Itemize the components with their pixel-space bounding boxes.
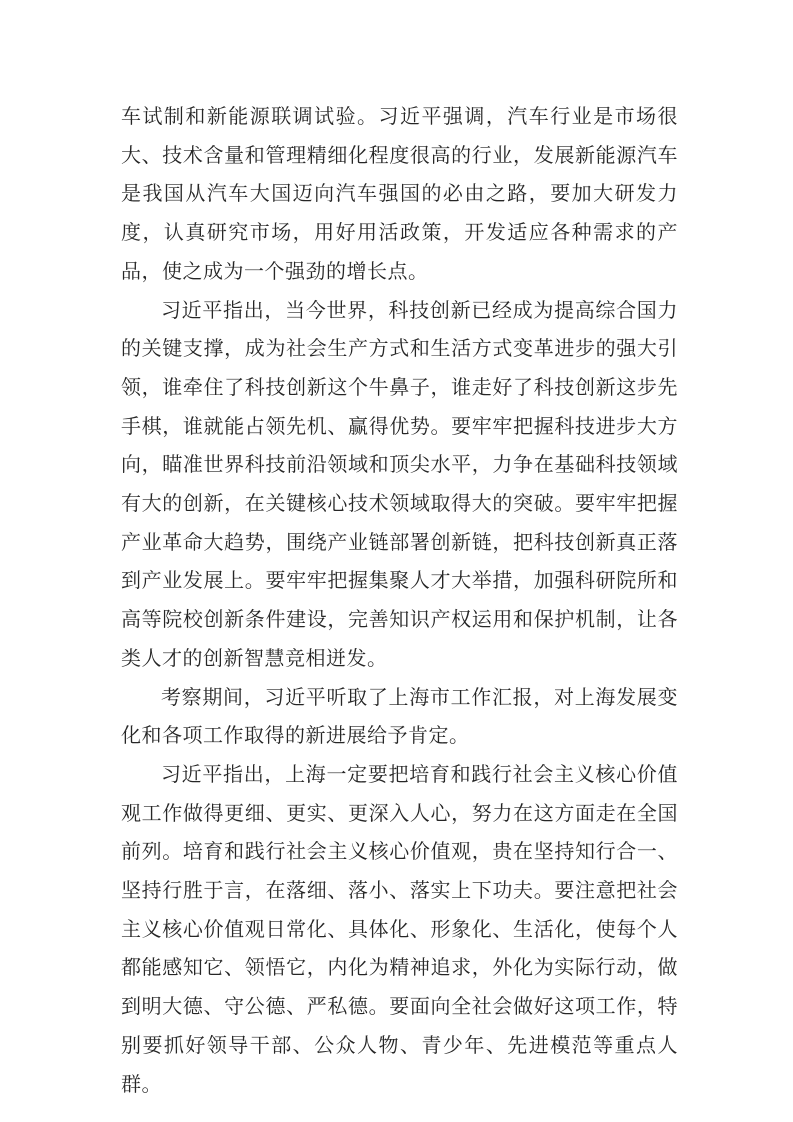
paragraph: 考察期间，习近平听取了上海市工作汇报，对上海发展变化和各项工作取得的新进展给予肯定。 bbox=[121, 684, 678, 748]
paragraph: 习近平指出，上海一定要把培育和践行社会主义核心价值观工作做得更细、更实、更深入人心，努力在这方面走在全国前列。培育和践行社会主义核心价值观，贵在坚持知行合一、坚持行胜于言，在落细、落小、落实上下功夫。要注意把社会主义核心价值观日常化、具体化、形象化、生活化，使每个人都能感知它、领悟它，内化为精神追求，外化为实际行动，做到明大德、守公德、严私德。要面向全社会做好这项工作，特别要抓好领导干部、公众人物、青少年、先进模范等重点人群。 bbox=[121, 761, 678, 1096]
document-text-block bbox=[121, 97, 678, 1103]
paragraph: 车试制和新能源联调试验。习近平强调，汽车行业是市场很大、技术含量和管理精细化程度很高的行业，发展新能源汽车是我国从汽车大国迈向汽车强国的必由之路，要加大研发力度，认真研究市场，用好用活政策，开发适应各种需求的产品，使之成为一个强劲的增长点。 bbox=[121, 104, 678, 283]
paragraph: 习近平指出，当今世界，科技创新已经成为提高综合国力的关键支撑，成为社会生产方式和生活方式变革进步的强大引领，谁牵住了科技创新这个牛鼻子，谁走好了科技创新这步先手棋，谁就能占领先机、赢得优势。要牢牢把握科技进步大方向，瞄准世界科技前沿领域和顶尖水平，力争在基础科技领域有大的创新，在关键核心技术领域取得大的突破。要牢牢把握产业革命大趋势，围绕产业链部署创新链，把科技创新真正落到产业发展上。要牢牢把握集聚人才大举措，加强科研院所和高等院校创新条件建设，完善知识产权运用和保护机制，让各类人才的创新智慧竞相迸发。 bbox=[121, 297, 678, 670]
